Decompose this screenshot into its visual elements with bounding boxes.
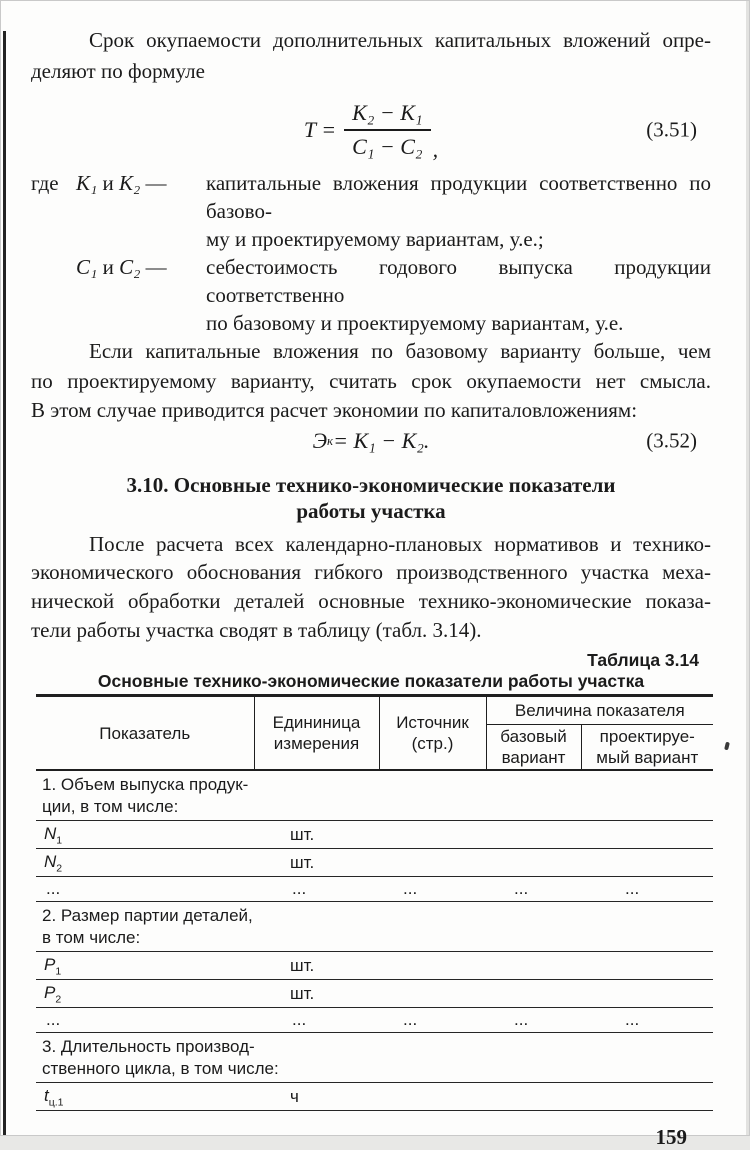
formula-lhs: T = (303, 117, 337, 142)
empty-cell (486, 849, 581, 877)
variable-symbol: N (44, 851, 57, 871)
text-line: себестоимость годового выпуска продукции соответственно (206, 255, 711, 307)
section-label-line: 1. Объем выпуска продук- (42, 775, 249, 795)
unit-cell: шт. (254, 821, 379, 849)
header-line: проектируе- (599, 727, 695, 747)
formula-comma: , (432, 137, 439, 162)
empty-cell (581, 952, 713, 980)
variable-cell (36, 1083, 254, 1111)
section-label-line: ции, в том числе: (42, 796, 179, 816)
variable-cell (36, 849, 254, 877)
text-line: В этом случае приводится расчет экономии по капиталовложениям: (31, 398, 638, 422)
paragraph-section-intro (31, 530, 711, 645)
dash: — (145, 255, 167, 279)
heading-line: 3.10. Основные технико-экономические показатели (126, 472, 616, 497)
where-term (76, 169, 206, 253)
empty-cell (379, 952, 486, 980)
section-label-cell (36, 770, 713, 821)
var-symbol: С₂ (119, 255, 141, 279)
table-body (36, 770, 713, 1111)
section-label-line: 2. Размер партии деталей, (42, 906, 253, 926)
var-symbol: К₁ (76, 171, 98, 195)
equation-number: (3.52) (646, 428, 697, 452)
empty-cell (486, 1083, 581, 1111)
text-line: капитальные вложения продукции соответственно по базово- (206, 171, 711, 223)
text-line: по проектируемому варианту, считать срок окупаемости нет смысла. (31, 368, 711, 393)
where-term (76, 253, 206, 337)
variable-cell (36, 980, 254, 1008)
where-definition (206, 169, 711, 253)
header-line: Источник (396, 713, 469, 733)
header-line: измерения (273, 734, 360, 754)
table-row (36, 849, 713, 877)
header-indicator: Показатель (36, 696, 254, 771)
table-row (36, 902, 713, 952)
unit-cell: шт. (254, 980, 379, 1008)
table-row (36, 821, 713, 849)
empty-cell (379, 1083, 486, 1111)
var-symbol: К₂ (119, 171, 141, 195)
empty-cell (581, 1083, 713, 1111)
table-row (36, 1083, 713, 1111)
table-row (36, 980, 713, 1008)
header-line: мый вариант (596, 748, 699, 768)
table-row (36, 770, 713, 821)
fraction (344, 100, 431, 160)
heading-line: работы участка (296, 498, 446, 523)
empty-cell (581, 821, 713, 849)
header-value-group: Величина показателя (486, 696, 713, 725)
section-label-line: в том числе: (42, 927, 141, 947)
table-row (36, 1008, 713, 1033)
variable-symbol: t (44, 1085, 49, 1105)
page-number: 159 (655, 1125, 687, 1150)
text-line: му и проектируемому вариантам, у.е.; (206, 227, 544, 251)
formula-lhs-sub: к (327, 432, 334, 448)
variable-cell (36, 821, 254, 849)
text-line: тели работы участка сводят в таблицу (табл. 3.14). (31, 617, 482, 642)
unit-cell: ч (254, 1083, 379, 1111)
paragraph-payback-intro (31, 25, 711, 87)
text-line: деляют по формуле (31, 59, 205, 83)
header-source (379, 696, 486, 771)
equation-number: (3.51) (646, 117, 697, 142)
dots-cell: ... (581, 877, 713, 902)
empty-cell (486, 980, 581, 1008)
table-row (36, 952, 713, 980)
empty-cell (379, 821, 486, 849)
text-line: Срок окупаемости дополнительных капитальных вложений опре- (89, 28, 711, 52)
indicators-table (36, 694, 713, 1111)
dots-cell: ... (581, 1008, 713, 1033)
header-line: вариант (501, 748, 566, 768)
section-heading (31, 472, 711, 524)
section-label-line: ственного цикла, в том числе: (42, 1058, 279, 1078)
where-label: где (31, 171, 59, 195)
where-definitions (31, 169, 711, 337)
variable-symbol: N (44, 823, 57, 843)
empty-cell (379, 980, 486, 1008)
dash: — (145, 171, 167, 195)
empty-cell (486, 952, 581, 980)
dots-cell: ... (254, 1008, 379, 1033)
table-header (36, 696, 713, 771)
dots-cell: ... (379, 1008, 486, 1033)
empty-cell (486, 821, 581, 849)
empty-cell (379, 849, 486, 877)
page-content (1, 1, 749, 1150)
header-unit (254, 696, 379, 771)
table-label: Таблица 3.14 (587, 650, 699, 671)
dots-cell: ... (486, 1008, 581, 1033)
empty-cell (581, 980, 713, 1008)
fraction-numerator: К₂ − К₁ (344, 100, 431, 131)
section-label-cell (36, 902, 713, 952)
dots-cell: ... (254, 877, 379, 902)
fraction-denominator: С₁ − С₂ (352, 134, 423, 159)
empty-cell (581, 849, 713, 877)
table-caption: Основные технико-экономические показатели работы участка (97, 671, 645, 692)
where-definition (206, 253, 711, 337)
variable-subscript: 1 (56, 834, 63, 846)
dots-cell: ... (36, 877, 254, 902)
formula-lhs-var: Э (312, 427, 328, 453)
variable-subscript: ц.1 (48, 1096, 64, 1108)
formula-rhs: = К₁ − К₂. (333, 427, 430, 453)
formula-351 (31, 97, 711, 163)
text-line: Если капитальные вложения по базовому варианту больше, чем (89, 339, 711, 363)
unit-cell: шт. (254, 952, 379, 980)
section-label-line: 3. Длительность производ- (42, 1037, 255, 1057)
header-line: Едининица (272, 713, 361, 733)
text-line: по базовому и проектируемому вариантам, у.е. (206, 311, 624, 335)
variable-subscript: 2 (55, 993, 62, 1005)
header-base-variant (486, 725, 581, 771)
dots-cell: ... (379, 877, 486, 902)
header-line: (стр.) (411, 734, 454, 754)
text-line: нической обработки деталей основные технико-экономические показа- (31, 588, 711, 613)
variable-symbol: P (44, 982, 56, 1002)
table-header-row (36, 696, 713, 725)
header-line: базовый (500, 727, 567, 747)
formula-351-body (304, 100, 438, 160)
var-symbol: С₁ (76, 255, 98, 279)
variable-subscript: 1 (55, 965, 62, 977)
where-label-spacer (31, 253, 76, 337)
text-line: После расчета всех календарно-плановых нормативов и технико- (89, 531, 711, 556)
table-row (36, 877, 713, 902)
section-label-cell (36, 1033, 713, 1083)
dots-cell: ... (486, 877, 581, 902)
unit-cell: шт. (254, 849, 379, 877)
dots-cell: ... (36, 1008, 254, 1033)
formula-352 (31, 426, 711, 456)
paragraph-economy (31, 337, 711, 426)
variable-subscript: 2 (56, 862, 63, 874)
conjunction: и (102, 171, 114, 195)
variable-symbol: P (44, 954, 56, 974)
text-line: экономического обоснования гибкого производственного участка меха- (31, 560, 711, 585)
header-project-variant (581, 725, 713, 771)
variable-cell (36, 952, 254, 980)
table-row (36, 1033, 713, 1083)
conjunction: и (102, 255, 114, 279)
